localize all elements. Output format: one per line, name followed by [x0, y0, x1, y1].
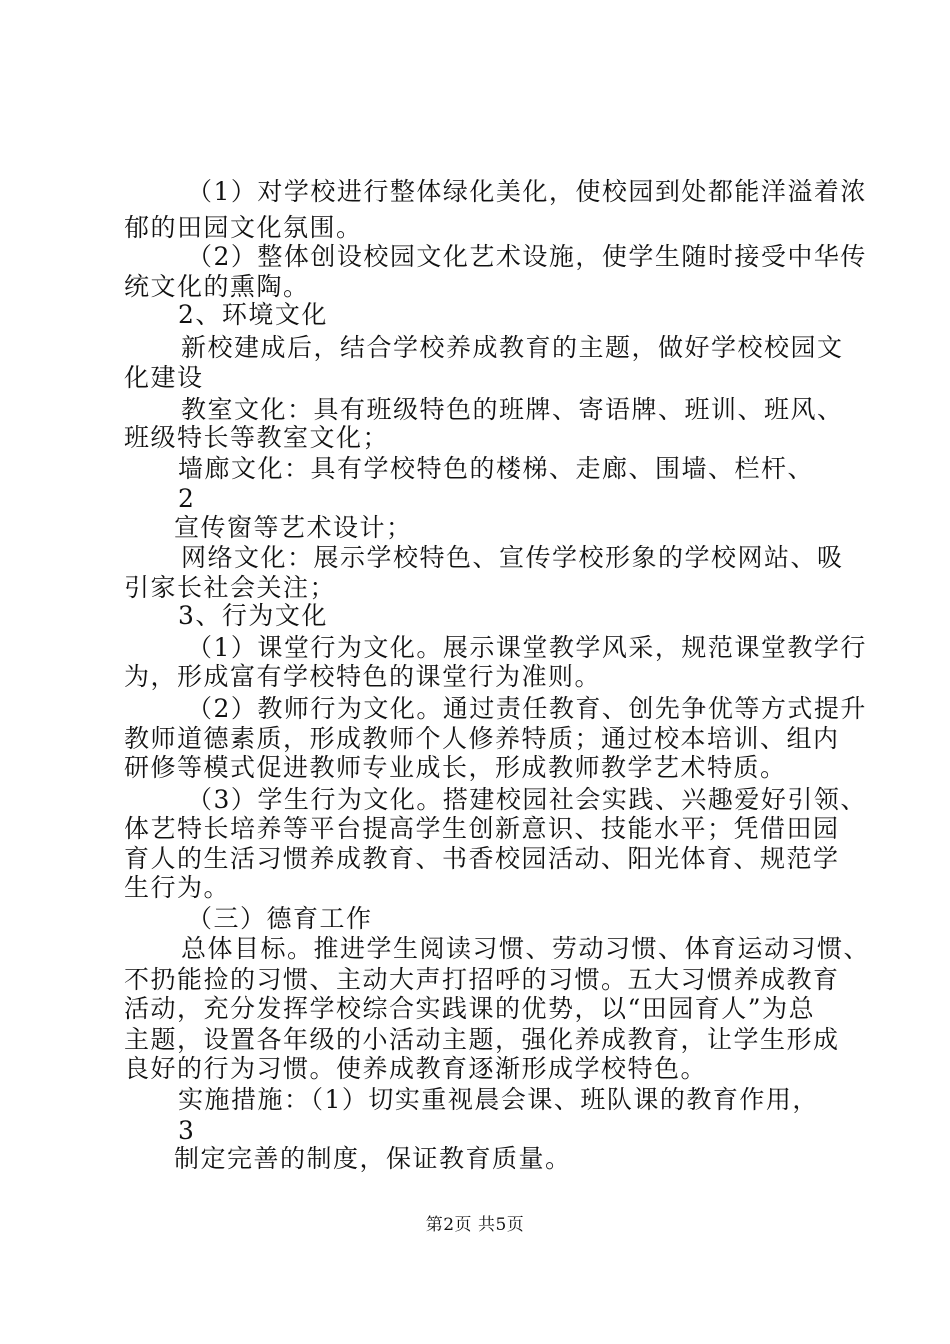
text-line: 良好的行为习惯。使养成教育逐渐形成学校特色。	[124, 1054, 708, 1083]
text-line: 育人的生活习惯养成教育、书香校园活动、阳光体育、规范学	[124, 844, 840, 873]
text-line: 不扔能捡的习惯、主动大声打招呼的习惯。五大习惯养成教育	[124, 965, 840, 994]
text-line: 统文化的熏陶。	[124, 272, 310, 301]
text-line: 墙廊文化：具有学校特色的楼梯、走廊、围墙、栏杆、	[178, 454, 815, 483]
text-line: 实施措施：（1）切实重视晨会课、班队课的教育作用，	[178, 1085, 819, 1114]
text-line: 生行为。	[124, 873, 231, 902]
section-heading: （三）德育工作	[187, 904, 373, 933]
page-footer: 第2页 共5页	[425, 1215, 525, 1235]
text-line: （3）学生行为文化。搭建校园社会实践、兴趣爱好引领、	[187, 785, 867, 814]
text-line: 总体目标。推进学生阅读习惯、劳动习惯、体育运动习惯、	[181, 934, 871, 963]
text-line: 化建设	[124, 363, 204, 392]
text-line: 宣传窗等艺术设计；	[174, 513, 413, 542]
text-line: 新校建成后，结合学校养成教育的主题，做好学校校园文	[181, 333, 844, 362]
text-line: 郁的田园文化氛围。	[124, 213, 363, 242]
section-heading: 2、环境文化	[178, 300, 328, 329]
page-marker: 2	[178, 484, 196, 513]
page-marker: 3	[178, 1116, 196, 1145]
text-line: 班级特长等教室文化；	[124, 423, 390, 452]
text-line: 网络文化：展示学校特色、宣传学校形象的学校网站、吸	[181, 543, 844, 572]
text-line: 引家长社会关注；	[124, 573, 337, 602]
text-line: 教室文化：具有班级特色的班牌、寄语牌、班训、班风、	[181, 395, 844, 424]
text-line: 活动，充分发挥学校综合实践课的优势，以“田园育人”为总	[124, 994, 816, 1023]
text-line: 教师道德素质，形成教师个人修养特质；通过校本培训、组内	[124, 724, 840, 753]
text-line: （2）整体创设校园文化艺术设施，使学生随时接受中华传	[187, 242, 867, 271]
text-line: （2）教师行为文化。通过责任教育、创先争优等方式提升	[187, 694, 867, 723]
text-line: 为，形成富有学校特色的课堂行为准则。	[124, 662, 602, 691]
section-heading: 3、行为文化	[178, 601, 328, 630]
text-line: 制定完善的制度，保证教育质量。	[174, 1144, 572, 1173]
text-line: 体艺特长培养等平台提高学生创新意识、技能水平；凭借田园	[124, 814, 840, 843]
text-line: （1）对学校进行整体绿化美化，使校园到处都能洋溢着浓	[187, 177, 867, 206]
text-line: 主题，设置各年级的小活动主题，强化养成教育，让学生形成	[124, 1025, 840, 1054]
text-line: 研修等模式促进教师专业成长，形成教师教学艺术特质。	[124, 753, 787, 782]
text-line: （1）课堂行为文化。展示课堂教学风采，规范课堂教学行	[187, 633, 867, 662]
